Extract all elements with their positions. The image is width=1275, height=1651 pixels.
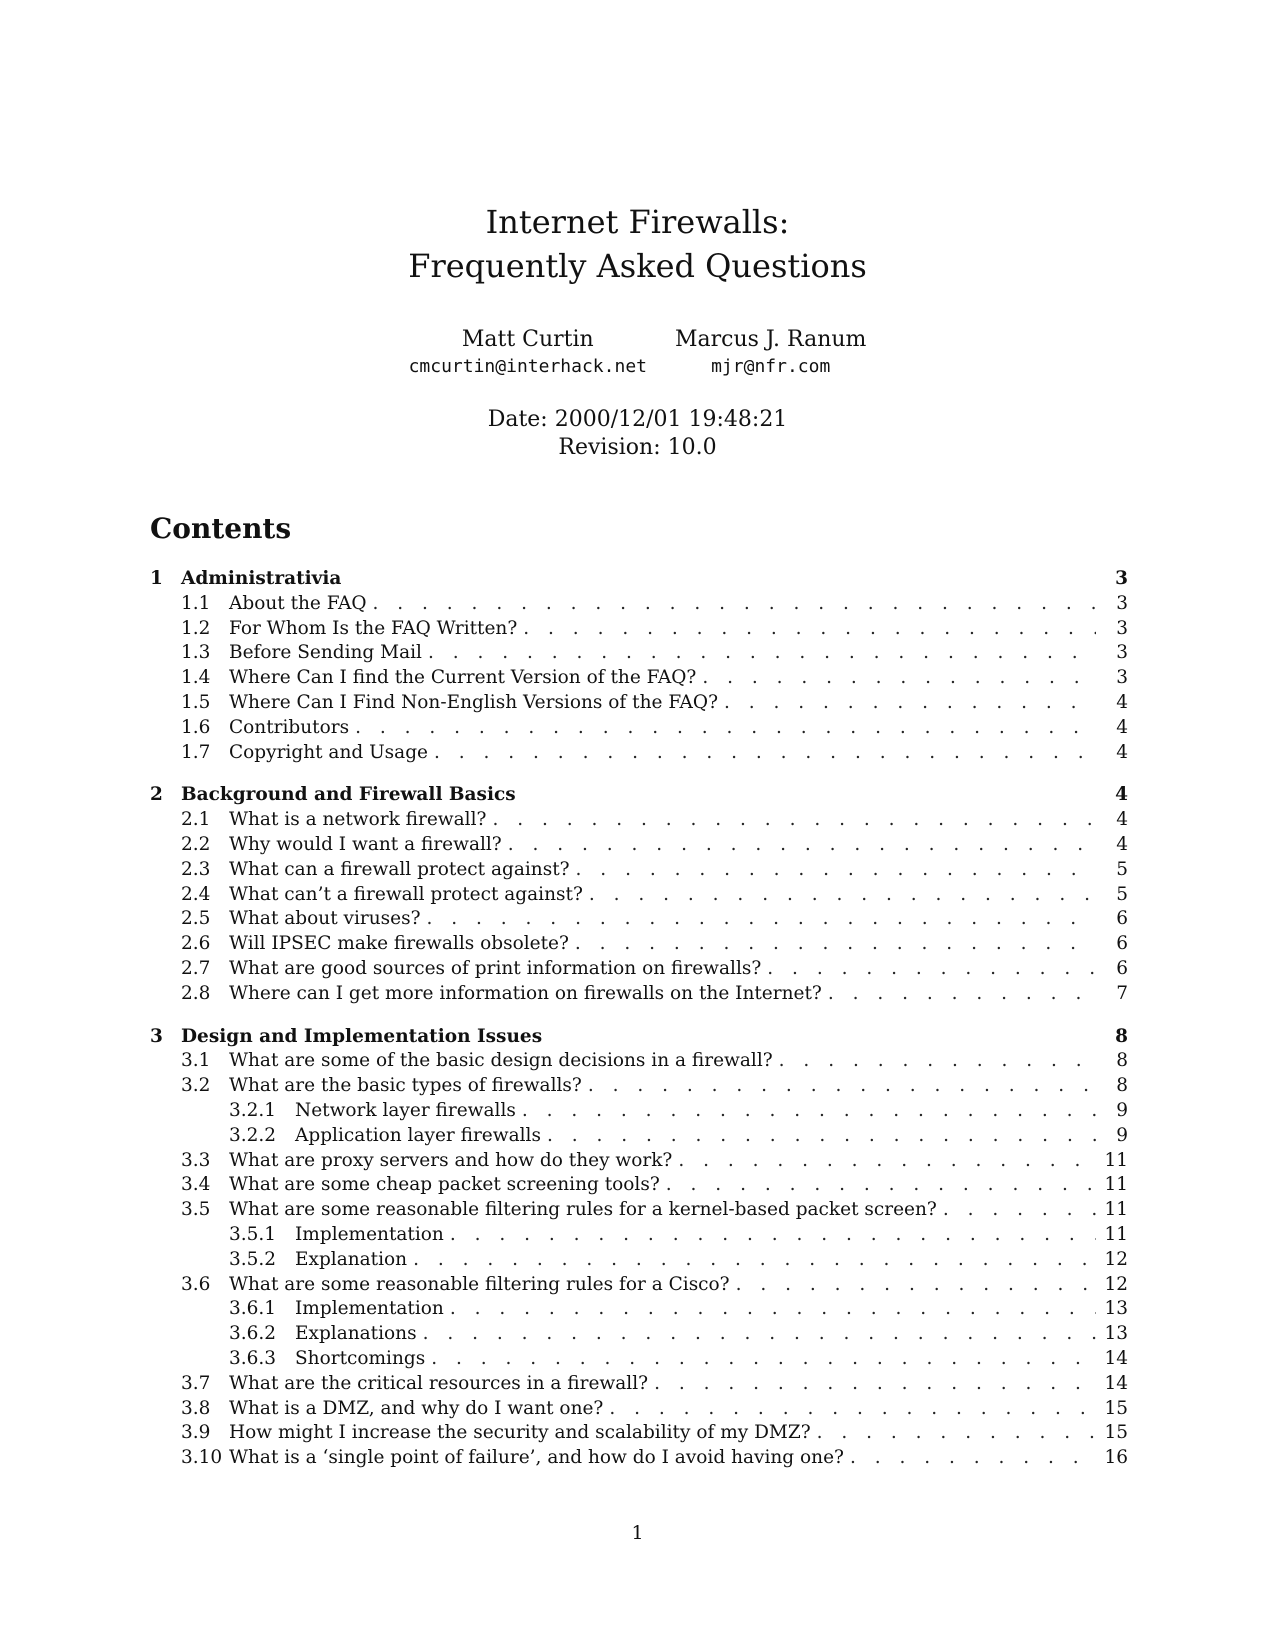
toc-entry-title: What are the basic types of firewalls? [229, 1075, 582, 1097]
toc-entry[interactable] [150, 1050, 1128, 1075]
toc-entry-title: What can’t a firewall protect against? [229, 883, 583, 905]
date-line: Date: 2000/12/01 19:48:21 [487, 407, 788, 432]
author-name: Marcus J. Ranum [675, 327, 867, 352]
toc-entry-title: Background and Firewall Basics [181, 784, 516, 806]
toc-entry[interactable] [150, 809, 1128, 834]
toc-entry-number: 3.6.3 [229, 1347, 277, 1369]
toc-entry[interactable] [150, 1075, 1128, 1100]
toc-entry-title: What are some cheap packet screening tools? [229, 1174, 660, 1196]
toc-entry-page: 9 [1116, 1124, 1128, 1146]
toc-dot-leader [609, 1398, 1096, 1419]
toc-entry-title: What about viruses? [229, 908, 421, 930]
toc-entry-title: Contributors [229, 716, 350, 738]
toc-entry-number: 3.2.2 [229, 1124, 277, 1146]
toc-entry-title: What can a firewall protect against? [229, 858, 570, 880]
toc-dot-leader [767, 958, 1096, 979]
toc-entry-number: 3.10 [181, 1447, 223, 1469]
toc-dot-leader [702, 667, 1096, 688]
toc-entry-title: Network layer firewalls [295, 1099, 516, 1121]
toc-entry-number: 3.8 [181, 1397, 211, 1419]
toc-entry-page: 12 [1104, 1248, 1128, 1270]
toc-entry-title: What are some of the basic design decisions in a firewall? [229, 1050, 773, 1072]
toc-entry-page: 7 [1116, 982, 1128, 1004]
toc-dot-leader [492, 809, 1096, 830]
toc-entry-page: 8 [1115, 1025, 1128, 1047]
toc-dot-leader [373, 593, 1096, 614]
toc-entry-page: 11 [1104, 1223, 1128, 1245]
toc-entry-title: What are some reasonable filtering rules for a kernel-based packet screen? [229, 1199, 937, 1221]
toc-section [150, 1026, 1128, 1472]
toc-entry-page: 16 [1104, 1447, 1128, 1469]
toc-entry-title: Shortcomings [295, 1347, 426, 1369]
revision-line: Revision: 10.0 [558, 435, 717, 460]
author-name: Matt Curtin [461, 327, 594, 352]
toc-entry[interactable] [150, 908, 1128, 933]
toc-entry-title: Application layer firewalls [295, 1124, 541, 1146]
toc-dot-leader [588, 1075, 1096, 1096]
toc-entry-page: 6 [1116, 908, 1128, 930]
toc-entry[interactable] [150, 1447, 1128, 1472]
toc-dot-leader [547, 1125, 1096, 1146]
toc-dot-leader [654, 1373, 1096, 1394]
toc-entry-title: What are some reasonable filtering rules for a Cisco? [229, 1273, 730, 1295]
title-line-1: Internet Firewalls: [485, 203, 790, 241]
toc-entry-page: 6 [1116, 933, 1128, 955]
toc-dot-leader [523, 618, 1096, 639]
toc-entry-number: 1.5 [181, 691, 211, 713]
authors [0, 326, 1275, 380]
toc-entry-page: 13 [1104, 1323, 1128, 1345]
toc-entry-title: Copyright and Usage [229, 741, 428, 763]
toc-entry[interactable] [150, 568, 1128, 593]
toc-entry-page: 6 [1116, 957, 1128, 979]
toc-entry-title: Where Can I Find Non-English Versions of the FAQ? [229, 691, 718, 713]
toc-entry-number: 1.3 [181, 642, 211, 664]
toc-entry[interactable] [150, 933, 1128, 958]
toc-entry-title: Will IPSEC make firewalls obsolete? [229, 933, 569, 955]
toc-entry-title: Why would I want a firewall? [229, 833, 502, 855]
toc-entry-page: 11 [1104, 1199, 1128, 1221]
toc-entry-number: 3.5.2 [229, 1248, 277, 1270]
author-email: cmcurtin@interhack.net [408, 356, 647, 377]
toc-dot-leader [779, 1050, 1096, 1071]
toc-entry[interactable] [150, 618, 1128, 643]
toc-entry-title: About the FAQ [229, 592, 367, 614]
toc-entry-page: 11 [1104, 1174, 1128, 1196]
toc-dot-leader [817, 1422, 1096, 1443]
toc-entry-number: 2.6 [181, 933, 211, 955]
toc-entry-page: 5 [1116, 883, 1128, 905]
toc-entry-page: 4 [1115, 784, 1128, 806]
toc-entry[interactable] [150, 1100, 1128, 1125]
toc-dot-leader [355, 717, 1096, 738]
toc-entry-number: 2.3 [181, 858, 211, 880]
toc-dot-leader [450, 1298, 1096, 1319]
toc-entry-page: 3 [1116, 617, 1128, 639]
toc-entry-page: 4 [1116, 691, 1128, 713]
toc-entry[interactable] [150, 834, 1128, 859]
toc-entry[interactable] [150, 742, 1128, 767]
toc-entry-number: 3.6.2 [229, 1323, 277, 1345]
toc-entry-number: 2 [150, 784, 163, 806]
author-email: mjr@nfr.com [711, 356, 831, 377]
toc-entry-title: What is a network firewall? [229, 809, 487, 831]
toc-entry-page: 12 [1104, 1273, 1128, 1295]
toc-entry-number: 2.4 [181, 883, 211, 905]
toc-entry-title: What are the critical resources in a firewall? [229, 1372, 649, 1394]
toc-entry-title: Where can I get more information on firewalls on the Internet? [229, 982, 822, 1004]
toc-entry[interactable] [150, 884, 1128, 909]
toc-entry-number: 3.6.1 [229, 1298, 277, 1320]
toc-dot-leader [850, 1447, 1096, 1468]
toc-entry-number: 2.1 [181, 809, 211, 831]
toc-dot-leader [428, 642, 1096, 663]
document-title [0, 200, 1275, 288]
page-number: 1 [631, 1522, 644, 1544]
toc-dot-leader [431, 1348, 1096, 1369]
toc-entry-page: 15 [1104, 1397, 1128, 1419]
toc-entry[interactable] [150, 642, 1128, 667]
toc-entry-number: 1 [150, 568, 163, 589]
toc-dot-leader [423, 1323, 1096, 1344]
toc-entry-title: Implementation [295, 1298, 444, 1320]
toc-dot-leader [427, 908, 1097, 929]
toc-entry[interactable] [150, 1026, 1128, 1051]
toc-entry-title: How might I increase the security and scalability of my DMZ? [229, 1422, 811, 1444]
toc-dot-leader [724, 692, 1096, 713]
toc-entry-page: 5 [1116, 858, 1128, 880]
toc-entry-title: Design and Implementation Issues [181, 1025, 543, 1047]
toc-entry-number: 3.2 [181, 1075, 211, 1097]
toc-entry-page: 8 [1116, 1050, 1128, 1072]
toc-dot-leader [450, 1224, 1096, 1245]
toc-section [150, 784, 1128, 1007]
toc-entry-number: 3.6 [181, 1273, 211, 1295]
author-ranum [675, 326, 866, 380]
toc-entry-number: 1.7 [181, 741, 211, 763]
toc-entry-number: 1.6 [181, 716, 211, 738]
toc-entry[interactable] [150, 958, 1128, 983]
toc-entry[interactable] [150, 1323, 1128, 1348]
toc-dot-leader [828, 983, 1096, 1004]
toc-entry-number: 2.2 [181, 833, 211, 855]
toc-entry[interactable] [150, 1298, 1128, 1323]
toc-entry[interactable] [150, 1150, 1128, 1175]
toc-entry-number: 1.4 [181, 667, 211, 689]
toc-entry-page: 14 [1104, 1347, 1128, 1369]
toc-entry-number: 2.5 [181, 908, 211, 930]
toc-dot-leader [508, 834, 1096, 855]
toc-entry-number: 3.5 [181, 1199, 211, 1221]
toc-entry-page: 4 [1116, 833, 1128, 855]
toc-entry[interactable] [150, 1199, 1128, 1224]
toc-entry[interactable] [150, 983, 1128, 1008]
toc-entry[interactable] [150, 1348, 1128, 1373]
toc-entry[interactable] [150, 667, 1128, 692]
toc-entry-title: What are good sources of print information on firewalls? [229, 957, 762, 979]
toc-entry-number: 1.1 [181, 592, 211, 614]
toc-entry-page: 13 [1104, 1298, 1128, 1320]
toc-entry-title: What is a DMZ, and why do I want one? [229, 1397, 604, 1419]
toc-entry-page: 8 [1116, 1075, 1128, 1097]
toc-dot-leader [589, 884, 1096, 905]
toc-entry-page: 3 [1116, 592, 1128, 614]
toc-entry-number: 3.9 [181, 1422, 211, 1444]
toc-entry-number: 3.4 [181, 1174, 211, 1196]
toc-entry[interactable] [150, 1398, 1128, 1423]
toc-entry[interactable] [150, 717, 1128, 742]
toc-dot-leader [943, 1199, 1096, 1220]
toc-entry[interactable] [150, 784, 1128, 809]
toc-entry-page: 11 [1104, 1149, 1128, 1171]
toc-entry-page: 3 [1116, 642, 1128, 664]
toc-entry-page: 3 [1115, 568, 1128, 589]
toc-entry-number: 2.8 [181, 982, 211, 1004]
title-line-2: Frequently Asked Questions [408, 247, 867, 285]
toc-entry-title: Explanations [295, 1323, 417, 1345]
table-of-contents [150, 568, 1128, 1490]
toc-entry-page: 4 [1116, 716, 1128, 738]
toc-entry-number: 2.7 [181, 957, 211, 979]
toc-dot-leader [522, 1100, 1096, 1121]
toc-dot-leader [736, 1274, 1096, 1295]
toc-entry-number: 3.7 [181, 1372, 211, 1394]
toc-entry-page: 14 [1104, 1372, 1128, 1394]
toc-entry[interactable] [150, 1249, 1128, 1274]
toc-entry-title: What is a ‘single point of failure’, and how do I avoid having one? [229, 1447, 844, 1469]
toc-entry[interactable] [150, 1224, 1128, 1249]
toc-entry-page: 9 [1116, 1099, 1128, 1121]
toc-dot-leader [678, 1150, 1096, 1171]
toc-entry[interactable] [150, 1274, 1128, 1299]
toc-entry-page: 3 [1116, 667, 1128, 689]
toc-entry[interactable] [150, 593, 1128, 618]
toc-entry-title: What are proxy servers and how do they work? [229, 1149, 673, 1171]
toc-entry-number: 3.5.1 [229, 1223, 277, 1245]
toc-entry[interactable] [150, 1125, 1128, 1150]
toc-entry-number: 3 [150, 1025, 163, 1047]
toc-entry-number: 1.2 [181, 617, 211, 639]
toc-dot-leader [575, 933, 1096, 954]
toc-entry[interactable] [150, 1422, 1128, 1447]
author-curtin [409, 326, 647, 380]
toc-dot-leader [666, 1174, 1096, 1195]
toc-entry-number: 3.1 [181, 1050, 211, 1072]
toc-entry[interactable] [150, 859, 1128, 884]
toc-entry-title: For Whom Is the FAQ Written? [229, 617, 518, 639]
toc-entry-title: Before Sending Mail [229, 642, 422, 664]
toc-entry-title: Explanation [295, 1248, 408, 1270]
toc-section [150, 568, 1128, 766]
toc-entry-number: 3.2.1 [229, 1099, 277, 1121]
toc-entry[interactable] [150, 1174, 1128, 1199]
toc-dot-leader [434, 742, 1096, 763]
toc-entry-title: Administrativia [181, 568, 342, 589]
toc-entry[interactable] [150, 1373, 1128, 1398]
contents-heading: Contents [150, 512, 292, 545]
toc-entry-title: Where Can I find the Current Version of the FAQ? [229, 667, 697, 689]
toc-dot-leader [413, 1249, 1096, 1270]
date-revision [0, 406, 1275, 462]
toc-entry-title: Implementation [295, 1223, 444, 1245]
toc-dot-leader [576, 859, 1096, 880]
toc-entry-page: 4 [1116, 809, 1128, 831]
toc-entry[interactable] [150, 692, 1128, 717]
toc-entry-page: 15 [1104, 1422, 1128, 1444]
toc-entry-page: 4 [1116, 741, 1128, 763]
toc-entry-number: 3.3 [181, 1149, 211, 1171]
